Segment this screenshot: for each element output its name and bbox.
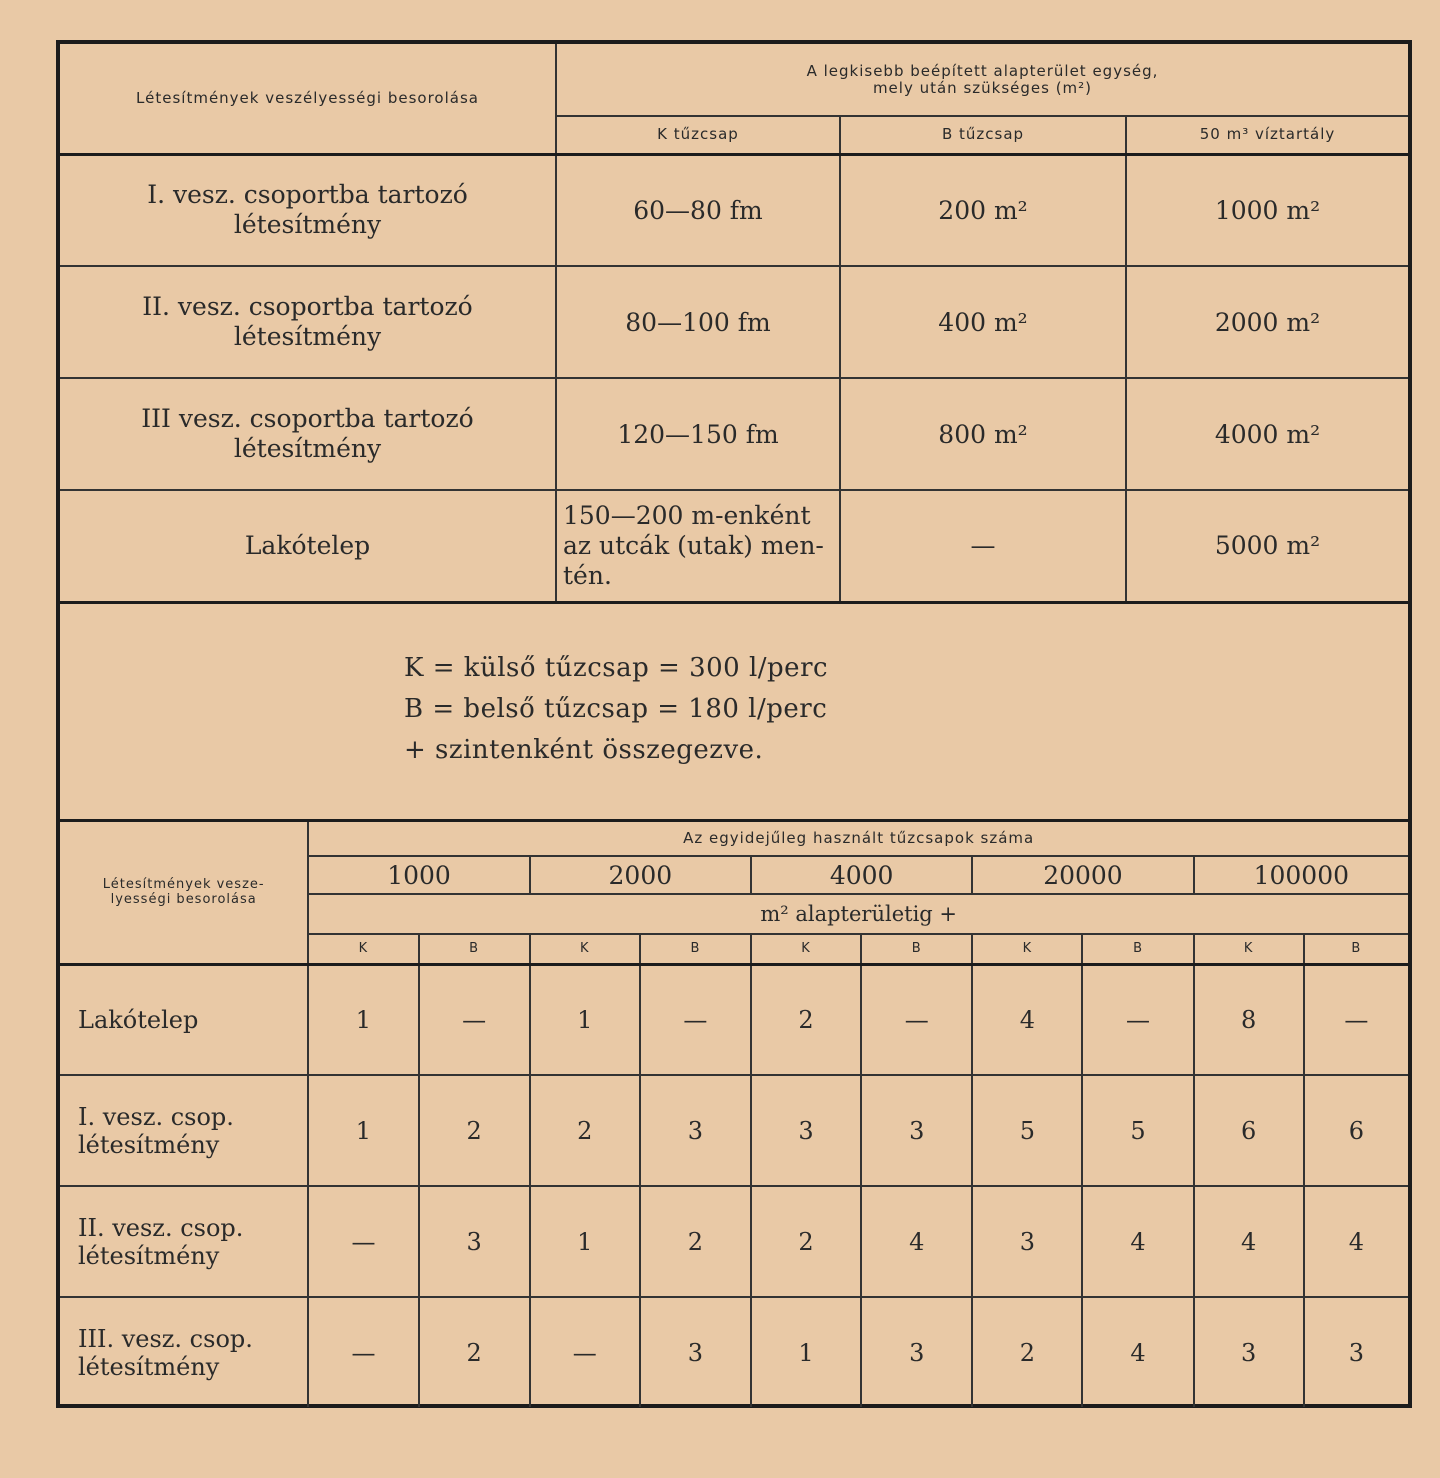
kb-header: B [1082, 934, 1193, 964]
table-cell: 4 [972, 964, 1082, 1075]
table-row [60, 1075, 1408, 1186]
table-cell: — [1304, 964, 1408, 1075]
group-header-line2: mely után szükséges (m²) [872, 78, 1093, 97]
area-100000: 100000 [1194, 856, 1408, 894]
table-cell: 2 [640, 1186, 751, 1297]
table-cell: 4 [1304, 1186, 1408, 1297]
group-header-line1: A legkisebb beépített alapterület egység, [806, 61, 1159, 80]
table-cell: 8 [1194, 964, 1304, 1075]
table-row [60, 154, 1408, 266]
table-cell: — [861, 964, 972, 1075]
table-cell: 3 [1194, 1297, 1304, 1407]
kb-header: B [1304, 934, 1408, 964]
table-row [60, 378, 1408, 490]
row-label-line1: I. vesz. csop. [78, 1102, 234, 1131]
kb-header: B [861, 934, 972, 964]
cell-k-line1: 150—200 m-enként [563, 500, 811, 530]
cell-k-line3: tén. [563, 560, 612, 590]
row-label [60, 154, 556, 266]
area-1000: 1000 [308, 856, 529, 894]
col-header-line2: lyességi besorolása [110, 892, 257, 907]
row-label-line1: I. vesz. csoportba tartozó [147, 180, 468, 210]
row-label-line1: II. vesz. csoportba tartozó [142, 292, 473, 321]
legend [60, 604, 1408, 819]
table-cell: 3 [972, 1186, 1082, 1297]
area-2000: 2000 [530, 856, 751, 894]
table-cell: 6 [1304, 1075, 1408, 1186]
kb-header: B [640, 934, 751, 964]
cell-tank: 4000 m² [1126, 378, 1408, 490]
cell-b: 400 m² [840, 266, 1126, 378]
col-header-classification [60, 820, 308, 964]
row-label-line2: létesítmény [78, 1241, 220, 1270]
sub-header-k: K tűzcsap [556, 116, 840, 154]
row-label-line2: létesítmény [233, 210, 382, 240]
group-header-min-area [556, 44, 1408, 116]
table-row [60, 266, 1408, 378]
table-cell: 4 [1082, 1186, 1193, 1297]
table-cell: 4 [1194, 1186, 1304, 1297]
table-cell: 2 [751, 1186, 861, 1297]
legend-lines [404, 648, 828, 771]
table-cell: 1 [530, 1186, 640, 1297]
kb-header: K [751, 934, 861, 964]
table-cell: — [419, 964, 530, 1075]
col-header-line1: Létesítmények vesze- [102, 877, 265, 892]
row-label-line2: létesítmény [233, 322, 382, 351]
kb-header: B [419, 934, 530, 964]
table-cell: 5 [972, 1075, 1082, 1186]
area-4000: 4000 [751, 856, 972, 894]
table-cell: 3 [751, 1075, 861, 1186]
table-row [60, 964, 1408, 1075]
table-cell: — [530, 1297, 640, 1407]
legend-plus: + szintenként összegezve. [404, 734, 764, 765]
row-label [60, 266, 556, 378]
cell-b: — [840, 490, 1126, 602]
legend-k: K = külső tűzcsap = 300 l/perc [404, 652, 829, 683]
table-row [60, 490, 1408, 602]
row-label: Lakótelep [60, 490, 556, 602]
row-label-line2: létesítmény [78, 1130, 220, 1159]
table-cell: — [1082, 964, 1193, 1075]
table-cell: 1 [308, 1075, 418, 1186]
table-cell: 3 [419, 1186, 530, 1297]
cell-tank: 5000 m² [1126, 490, 1408, 602]
table-cell: 3 [861, 1075, 972, 1186]
cell-tank: 2000 m² [1126, 266, 1408, 378]
table-cell: — [308, 1297, 418, 1407]
area-unit-label: m² alapterületig + [308, 894, 1408, 934]
row-label-line2: létesítmény [233, 434, 382, 463]
cell-k-line2: az utcák (utak) men- [563, 530, 824, 560]
table-cell: 4 [861, 1186, 972, 1297]
table-cell: 4 [1082, 1297, 1193, 1407]
cell-k: 60—80 fm [556, 154, 840, 266]
row-label [60, 1186, 308, 1297]
table-cell: 2 [419, 1297, 530, 1407]
cell-b: 800 m² [840, 378, 1126, 490]
table-cell: 2 [751, 964, 861, 1075]
area-20000: 20000 [972, 856, 1193, 894]
table-cell: 1 [751, 1297, 861, 1407]
cell-k: 120—150 fm [556, 378, 840, 490]
table-row [60, 1297, 1408, 1407]
table-cell: — [640, 964, 751, 1075]
sub-header-b: B tűzcsap [840, 116, 1126, 154]
table-cell: 3 [640, 1297, 751, 1407]
cell-k [556, 490, 840, 602]
table-cell: 2 [419, 1075, 530, 1186]
row-label-line1: III. vesz. csop. [78, 1324, 253, 1353]
row-label [60, 378, 556, 490]
table-cell: 1 [308, 964, 418, 1075]
document-page [56, 40, 1412, 1408]
row-label [60, 1297, 308, 1407]
kb-header: K [530, 934, 640, 964]
legend-b: B = belső tűzcsap = 180 l/perc [404, 693, 828, 724]
table-cell: 3 [640, 1075, 751, 1186]
kb-header: K [308, 934, 418, 964]
table-cell: 6 [1194, 1075, 1304, 1186]
table-cell: 2 [972, 1297, 1082, 1407]
table-hydrant-count [60, 819, 1408, 1408]
row-label [60, 1075, 308, 1186]
table-cell: 1 [530, 964, 640, 1075]
kb-header: K [972, 934, 1082, 964]
table-cell: 3 [861, 1297, 972, 1407]
kb-header: K [1194, 934, 1304, 964]
row-label-line1: III vesz. csoportba tartozó [141, 404, 474, 433]
row-label-line1: II. vesz. csop. [78, 1213, 244, 1242]
cell-k: 80—100 fm [556, 266, 840, 378]
row-label: Lakótelep [60, 964, 308, 1075]
table-min-area [60, 44, 1408, 604]
sub-header-tank: 50 m³ víztartály [1126, 116, 1408, 154]
cell-tank: 1000 m² [1126, 154, 1408, 266]
table-row [60, 1186, 1408, 1297]
group-header-hydrant-count: Az egyidejűleg használt tűzcsapok száma [308, 820, 1408, 856]
cell-b: 200 m² [840, 154, 1126, 266]
table-cell: — [308, 1186, 418, 1297]
table-cell: 5 [1082, 1075, 1193, 1186]
col-header-classification: Létesítmények veszélyességi besorolása [60, 44, 556, 154]
table-cell: 3 [1304, 1297, 1408, 1407]
table-cell: 2 [530, 1075, 640, 1186]
row-label-line2: létesítmény [78, 1352, 220, 1381]
